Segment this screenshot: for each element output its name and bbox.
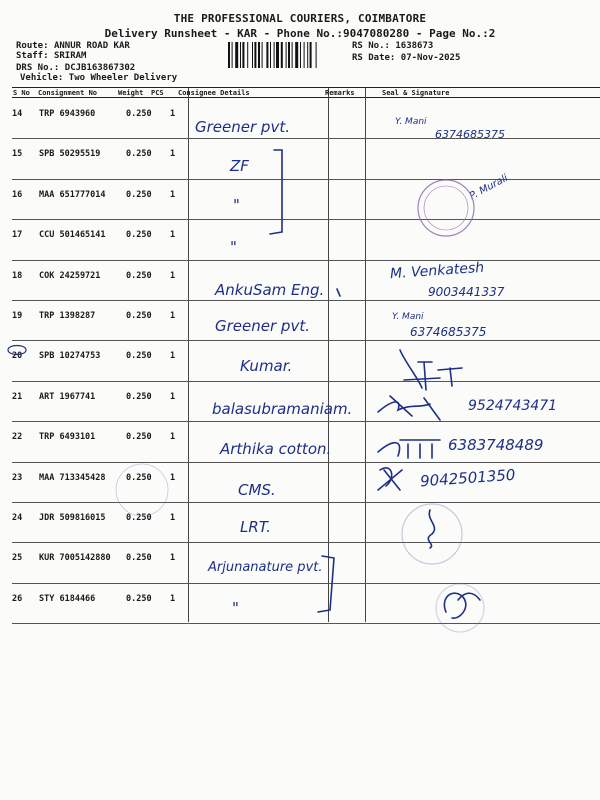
pcs-cell: 1 bbox=[170, 553, 176, 564]
route-label: Route: bbox=[16, 41, 49, 51]
consignment-cell: TRP 6493101 bbox=[39, 432, 96, 443]
consignee-row-26: " bbox=[232, 599, 239, 617]
weight-cell: 0.250 bbox=[126, 553, 152, 564]
rs-no-label: RS No.: bbox=[352, 41, 390, 51]
sno-cell: 17 bbox=[12, 230, 23, 241]
sno-cell: 24 bbox=[12, 513, 23, 523]
phone-row-23: 9042501350 bbox=[419, 465, 516, 491]
pcs-cell: 1 bbox=[170, 270, 176, 281]
consignee-row-19: Greener pvt. bbox=[215, 317, 310, 335]
signature-row-18: M. Venkatesh bbox=[389, 259, 485, 283]
stamp-seal-row-23-icon bbox=[116, 464, 168, 516]
pcs-cell: 1 bbox=[170, 189, 176, 200]
sno-cell: 22 bbox=[12, 432, 23, 443]
pcs-cell: 1 bbox=[170, 432, 176, 443]
drs-value: DCJB163867302 bbox=[64, 63, 136, 73]
sno-cell: 20 bbox=[12, 351, 23, 362]
phone-row-21: 9524743471 bbox=[468, 398, 558, 414]
phone-row-22: 6383748489 bbox=[448, 436, 544, 454]
pcs-cell: 1 bbox=[170, 149, 176, 160]
consignee-row-17: " bbox=[230, 238, 237, 256]
sno-cell: 21 bbox=[12, 391, 23, 402]
consignee-row-21: balasubramaniam. bbox=[212, 400, 353, 418]
consignee-row-25: Arjunanature pvt. bbox=[208, 560, 323, 575]
vehicle-value: Two Wheeler Delivery bbox=[68, 73, 178, 83]
signature-row-14: Y. Mani bbox=[395, 117, 427, 127]
signature-scribble-row-22-icon bbox=[378, 440, 440, 458]
consignee-row-22: Arthika cotton. bbox=[220, 440, 332, 458]
consignment-cell: JDR 509816015 bbox=[39, 513, 106, 523]
pcs-cell: 1 bbox=[170, 472, 176, 483]
bracket-rows-25-26-icon bbox=[318, 556, 334, 612]
consignment-cell: SPB 10274753 bbox=[39, 351, 101, 362]
weight-cell: 0.250 bbox=[126, 109, 152, 119]
consignment-cell: MAA 713345428 bbox=[39, 472, 106, 483]
weight-cell: 0.250 bbox=[126, 311, 152, 321]
sno-cell: 15 bbox=[12, 149, 23, 160]
stamp-seal-row-16-icon bbox=[418, 180, 474, 236]
phone-row-19: 6374685375 bbox=[410, 325, 487, 339]
weight-cell: 0.250 bbox=[126, 472, 152, 483]
sno-cell: 25 bbox=[12, 553, 23, 564]
staff-value: SRIRAM bbox=[53, 51, 87, 61]
sno-cell: 18 bbox=[12, 270, 23, 281]
consignment-cell: KUR 7005142880 bbox=[39, 553, 111, 564]
phone-row-14: 6374685375 bbox=[435, 128, 505, 141]
weight-cell: 0.250 bbox=[126, 189, 152, 200]
column-header-pcs: PCS bbox=[151, 89, 164, 97]
route-value: ANNUR ROAD KAR bbox=[53, 41, 130, 51]
signature-scribble-row-26-icon bbox=[444, 593, 480, 618]
weight-cell: 0.250 bbox=[126, 230, 152, 241]
column-header-remarks: Remarks bbox=[325, 89, 355, 97]
consignment-cell: TRP 6943960 bbox=[39, 109, 96, 119]
consignment-cell: ART 1967741 bbox=[39, 391, 96, 402]
consignee-row-24: LRT. bbox=[240, 518, 271, 536]
pcs-cell: 1 bbox=[170, 593, 176, 604]
rs-no-value: 1638673 bbox=[395, 41, 434, 51]
weight-cell: 0.250 bbox=[126, 593, 152, 604]
column-header-consignee: Consignee Details bbox=[178, 89, 250, 97]
consignment-cell: CCU 501465141 bbox=[39, 230, 106, 241]
stamp-seal-row-26-icon bbox=[436, 584, 484, 632]
pcs-cell: 1 bbox=[170, 391, 176, 402]
sno-cell: 19 bbox=[12, 311, 23, 321]
rs-date-label: RS Date: bbox=[352, 53, 396, 63]
underline-row-18-icon bbox=[337, 289, 340, 296]
signature-scribble-row-20-icon bbox=[400, 350, 462, 390]
phone-row-18: 9003441337 bbox=[428, 285, 505, 299]
sno-cell: 14 bbox=[12, 109, 23, 119]
sno-cell: 23 bbox=[12, 472, 23, 483]
signature-scribble-row-24-icon bbox=[428, 510, 434, 548]
column-header-consignment: Consignment No bbox=[38, 89, 98, 97]
consignee-row-23: CMS. bbox=[238, 481, 276, 499]
drs-label: DRS No.: bbox=[16, 63, 60, 73]
column-header-signature: Seal & Signature bbox=[382, 89, 450, 97]
consignment-cell: MAA 651777014 bbox=[39, 189, 106, 200]
column-header-weight: Weight bbox=[118, 89, 144, 97]
consignment-cell: COK 24259721 bbox=[39, 270, 101, 281]
rs-date-value: 07-Nov-2025 bbox=[400, 53, 461, 63]
signature-scribble-row-21-icon bbox=[378, 396, 440, 420]
pcs-cell: 1 bbox=[170, 513, 176, 523]
sno-cell: 26 bbox=[12, 593, 23, 604]
weight-cell: 0.250 bbox=[126, 351, 152, 362]
pcs-cell: 1 bbox=[170, 351, 176, 362]
column-header-sno: S No bbox=[13, 89, 30, 97]
weight-cell: 0.250 bbox=[126, 149, 152, 160]
signature-row-19: Y. Mani bbox=[392, 312, 424, 322]
consignee-row-16: " bbox=[233, 196, 240, 214]
consignment-cell: TRP 1398287 bbox=[39, 311, 96, 321]
consignment-cell: SPB 50295519 bbox=[39, 149, 101, 160]
runsheet-subtitle: Delivery Runsheet - KAR - Phone No.:9047080280 - Page No.:2 bbox=[104, 27, 496, 40]
weight-cell: 0.250 bbox=[126, 391, 152, 402]
bracket-rows-15-17-icon bbox=[270, 150, 282, 234]
weight-cell: 0.250 bbox=[126, 270, 152, 281]
weight-cell: 0.250 bbox=[126, 513, 152, 523]
pcs-cell: 1 bbox=[170, 311, 176, 321]
pcs-cell: 1 bbox=[170, 230, 176, 241]
sno-cell: 16 bbox=[12, 189, 23, 200]
signature-row-16: P. Murali bbox=[467, 172, 510, 203]
weight-cell: 0.250 bbox=[126, 432, 152, 443]
consignee-row-15: ZF bbox=[230, 157, 249, 175]
consignee-row-20: Kumar. bbox=[240, 357, 293, 375]
staff-label: Staff: bbox=[16, 51, 49, 61]
vehicle-label: Vehicle: bbox=[20, 73, 64, 83]
consignee-row-14: Greener pvt. bbox=[195, 118, 290, 136]
consignment-cell: STY 6184466 bbox=[39, 593, 96, 604]
company-title: THE PROFESSIONAL COURIERS, COIMBATORE bbox=[173, 12, 427, 25]
pcs-cell: 1 bbox=[170, 109, 176, 119]
circle-row-20-icon bbox=[8, 346, 26, 355]
consignee-row-18: AnkuSam Eng. bbox=[215, 281, 325, 299]
signature-scribble-row-23-icon bbox=[378, 468, 402, 490]
